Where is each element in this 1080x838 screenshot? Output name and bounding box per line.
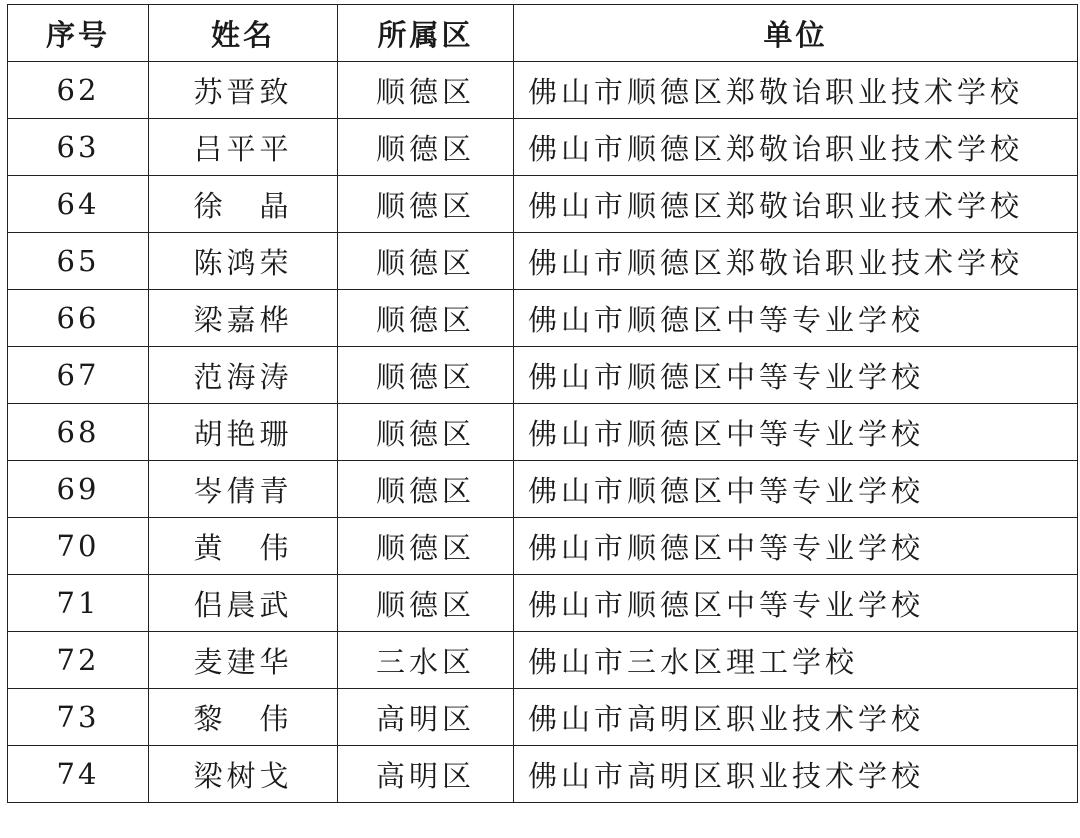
cell-unit: 佛山市三水区理工学校: [514, 632, 1078, 689]
cell-name: 侣晨武: [149, 575, 338, 632]
header-district: 所属区: [338, 5, 514, 62]
cell-number: 68: [8, 404, 149, 461]
cell-unit: 佛山市顺德区中等专业学校: [514, 518, 1078, 575]
table-row: [8, 176, 1078, 233]
cell-name: 范海涛: [149, 347, 338, 404]
cell-unit: 佛山市顺德区中等专业学校: [514, 404, 1078, 461]
cell-number: 69: [8, 461, 149, 518]
table-body: [8, 62, 1078, 803]
cell-number: 62: [8, 62, 149, 119]
table-row: [8, 233, 1078, 290]
header-unit: 单位: [514, 5, 1078, 62]
table-row: [8, 461, 1078, 518]
roster-table: [7, 4, 1078, 803]
cell-name: 胡艳珊: [149, 404, 338, 461]
table-row: [8, 62, 1078, 119]
cell-number: 67: [8, 347, 149, 404]
cell-unit: 佛山市顺德区郑敬诒职业技术学校: [514, 119, 1078, 176]
cell-name: 黎 伟: [149, 689, 338, 746]
header-name: 姓名: [149, 5, 338, 62]
cell-unit: 佛山市顺德区中等专业学校: [514, 290, 1078, 347]
cell-unit: 佛山市高明区职业技术学校: [514, 746, 1078, 803]
cell-name: 苏晋致: [149, 62, 338, 119]
header-row: [8, 5, 1078, 62]
table-row: [8, 347, 1078, 404]
cell-district: 顺德区: [338, 233, 514, 290]
table-row: [8, 518, 1078, 575]
cell-name: 梁嘉桦: [149, 290, 338, 347]
table-header: [8, 5, 1078, 62]
cell-number: 72: [8, 632, 149, 689]
cell-number: 71: [8, 575, 149, 632]
cell-unit: 佛山市顺德区郑敬诒职业技术学校: [514, 176, 1078, 233]
cell-district: 顺德区: [338, 176, 514, 233]
cell-district: 顺德区: [338, 461, 514, 518]
cell-name: 黄 伟: [149, 518, 338, 575]
cell-unit: 佛山市顺德区中等专业学校: [514, 461, 1078, 518]
header-number: 序号: [8, 5, 149, 62]
cell-district: 顺德区: [338, 404, 514, 461]
cell-district: 顺德区: [338, 347, 514, 404]
cell-number: 70: [8, 518, 149, 575]
table-row: [8, 119, 1078, 176]
table-row: [8, 575, 1078, 632]
cell-name: 岑倩青: [149, 461, 338, 518]
cell-district: 顺德区: [338, 518, 514, 575]
cell-number: 73: [8, 689, 149, 746]
cell-district: 顺德区: [338, 62, 514, 119]
cell-unit: 佛山市顺德区郑敬诒职业技术学校: [514, 233, 1078, 290]
cell-district: 高明区: [338, 689, 514, 746]
table-row: [8, 689, 1078, 746]
cell-unit: 佛山市顺德区中等专业学校: [514, 347, 1078, 404]
cell-number: 74: [8, 746, 149, 803]
cell-number: 64: [8, 176, 149, 233]
table-row: [8, 632, 1078, 689]
cell-unit: 佛山市顺德区郑敬诒职业技术学校: [514, 62, 1078, 119]
cell-number: 65: [8, 233, 149, 290]
cell-number: 66: [8, 290, 149, 347]
cell-district: 顺德区: [338, 575, 514, 632]
table-row: [8, 746, 1078, 803]
cell-district: 顺德区: [338, 119, 514, 176]
cell-name: 麦建华: [149, 632, 338, 689]
cell-name: 梁树戈: [149, 746, 338, 803]
table-row: [8, 290, 1078, 347]
cell-name: 徐 晶: [149, 176, 338, 233]
cell-unit: 佛山市顺德区中等专业学校: [514, 575, 1078, 632]
cell-name: 吕平平: [149, 119, 338, 176]
cell-number: 63: [8, 119, 149, 176]
cell-name: 陈鸿荣: [149, 233, 338, 290]
cell-district: 三水区: [338, 632, 514, 689]
cell-unit: 佛山市高明区职业技术学校: [514, 689, 1078, 746]
roster-table-container: [7, 4, 1077, 803]
cell-district: 高明区: [338, 746, 514, 803]
table-row: [8, 404, 1078, 461]
cell-district: 顺德区: [338, 290, 514, 347]
